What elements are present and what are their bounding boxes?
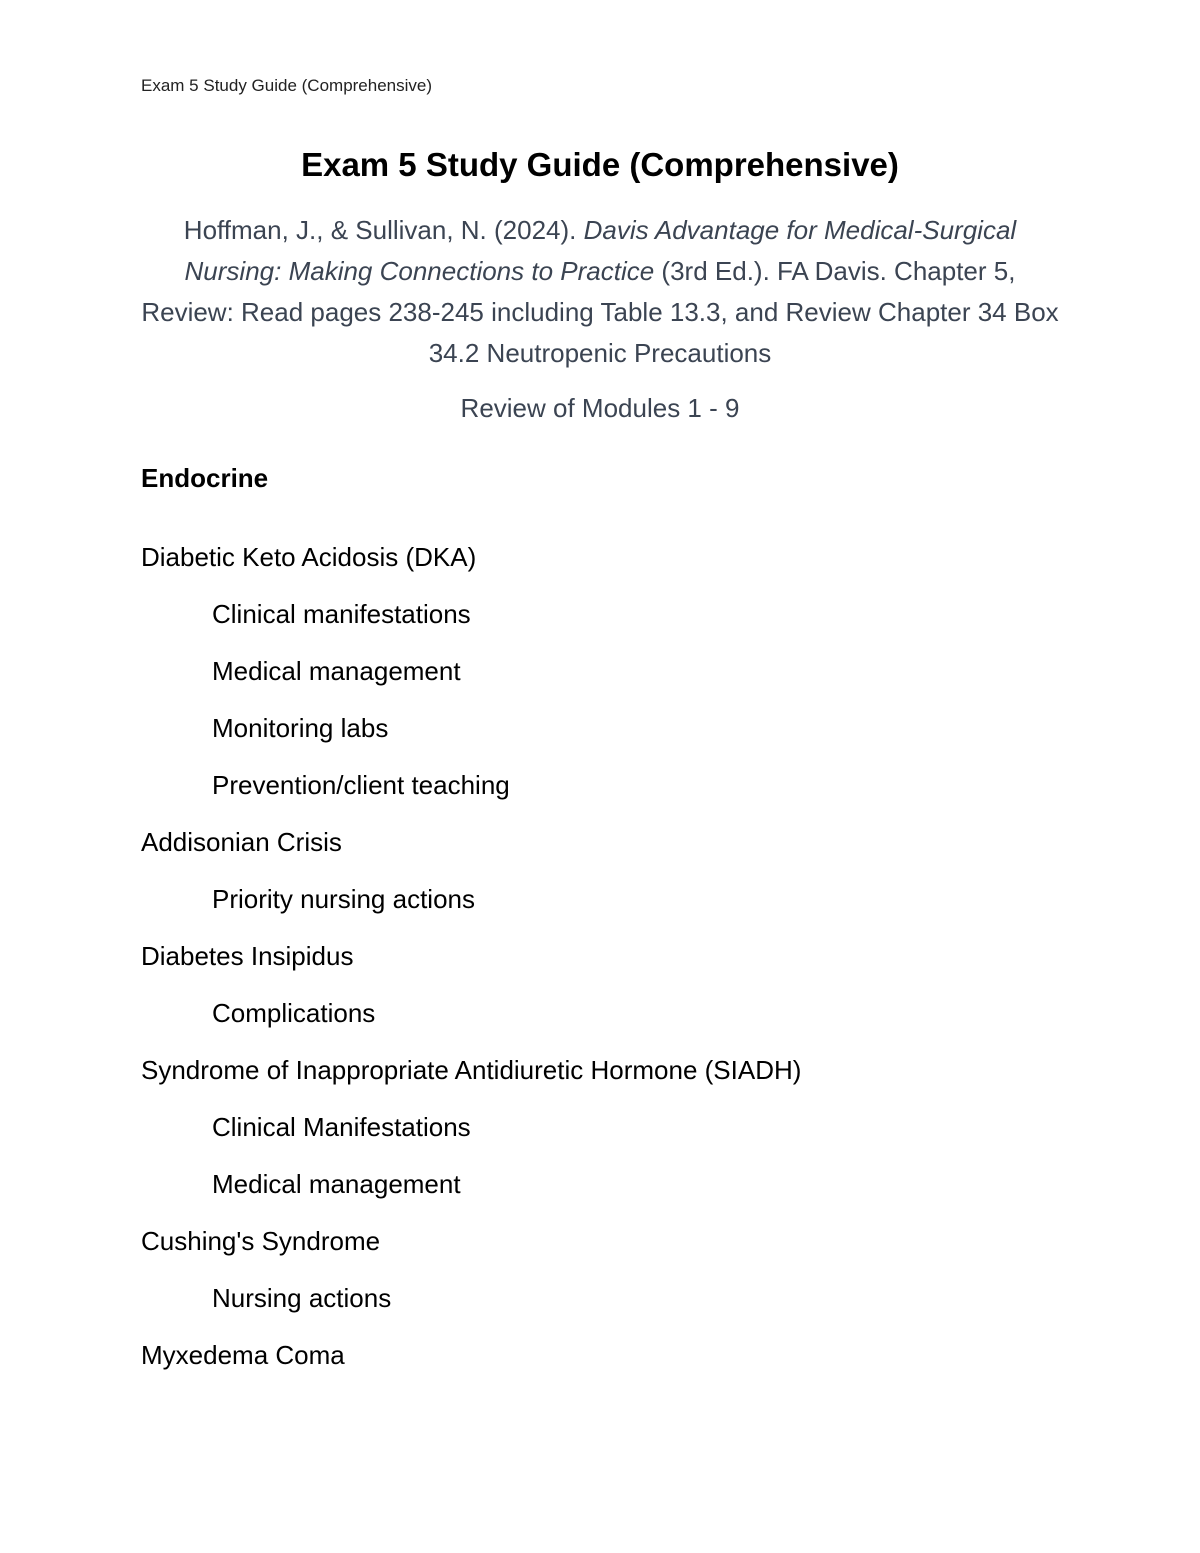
section-heading: Endocrine — [141, 463, 269, 493]
citation — [140, 210, 1060, 374]
subtopic-item: Clinical manifestations — [212, 599, 471, 629]
subtopic-item: Nursing actions — [212, 1283, 392, 1313]
subtopic-item: Complications — [212, 998, 376, 1028]
subtopic-item: Priority nursing actions — [212, 884, 475, 914]
citation-authors: Hoffman, J., & Sullivan, N. (2024). — [183, 215, 584, 245]
topic-outline — [141, 529, 1141, 1384]
review-modules-line: Review of Modules 1 - 9 — [460, 393, 740, 423]
subtopic-item: Medical management — [212, 1169, 461, 1199]
topic-item: Diabetic Keto Acidosis (DKA) — [141, 542, 477, 572]
subtopic-item: Medical management — [212, 656, 461, 686]
topic-item: Syndrome of Inappropriate Antidiuretic Hormone (SIADH) — [141, 1055, 802, 1085]
page-title: Exam 5 Study Guide (Comprehensive) — [301, 146, 899, 183]
subtopic-item: Clinical Manifestations — [212, 1112, 471, 1142]
topic-item: Diabetes Insipidus — [141, 941, 354, 971]
subtopic-item: Monitoring labs — [212, 713, 389, 743]
topic-item: Cushing's Syndrome — [141, 1226, 381, 1256]
topic-item: Myxedema Coma — [141, 1340, 345, 1370]
running-header: Exam 5 Study Guide (Comprehensive) — [141, 76, 433, 95]
citation-details: (3rd Ed.). FA Davis. Chapter 5, Review: Read pages 238-245 including Table 13.3, and Review Chapter 34 Box 34.2 Neutropenic Precautions — [141, 256, 1059, 368]
citation-book-title: Davis Advantage for Medical-Surgical Nursing: Making Connections to Practice — [184, 215, 1017, 286]
topic-item: Addisonian Crisis — [141, 827, 342, 857]
subtopic-item: Prevention/client teaching — [212, 770, 510, 800]
